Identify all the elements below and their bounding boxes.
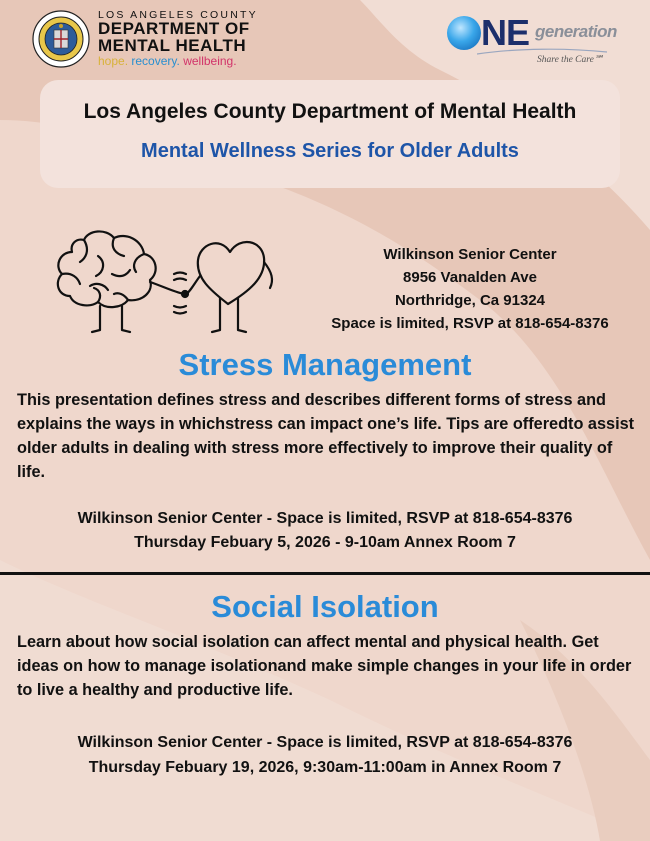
onegeneration-tagline: Share the Care℠	[537, 55, 604, 65]
title-panel	[40, 80, 620, 188]
section-divider	[0, 572, 650, 575]
organization-title: Los Angeles County Department of Mental Health	[83, 100, 577, 123]
dmh-department-label: DEPARTMENT OF	[98, 19, 250, 38]
dmh-mental-health-label: MENTAL HEALTH	[98, 36, 247, 55]
social-isolation-description: Learn about how social isolation can affect mental and physical health. Get ideas on how to manage isolationand make simple changes in your life in order to live a healthy and productive life.	[17, 633, 632, 699]
location-rsvp: Space is limited, RSVP at 818-654-8376	[331, 315, 609, 332]
dmh-logo	[32, 6, 272, 70]
location-address: 8956 Vanalden Ave	[403, 269, 537, 286]
location-city: Northridge, Ca 91324	[394, 292, 546, 309]
brain-heart-icon	[50, 222, 295, 340]
onegeneration-logo	[447, 14, 617, 68]
stress-date-line: Thursday Febuary 5, 2026 - 9-10am Annex Room 7	[134, 534, 516, 551]
tagline-recovery: recovery.	[131, 54, 180, 68]
stress-management-title: Stress Management	[178, 347, 472, 382]
dmh-tagline	[98, 54, 237, 68]
county-seal-icon	[32, 10, 90, 68]
tagline-hope: hope.	[98, 54, 129, 68]
social-isolation-title: Social Isolation	[211, 589, 439, 624]
location-name: Wilkinson Senior Center	[383, 246, 557, 263]
tagline-wellbeing: wellbeing.	[183, 54, 237, 68]
series-title: Mental Wellness Series for Older Adults	[141, 140, 519, 162]
isolation-date-line: Thursday Febuary 19, 2026, 9:30am-11:00am in Annex Room 7	[88, 759, 562, 776]
dmh-county-label: LOS ANGELES COUNTY	[98, 9, 258, 21]
onegeneration-one-text: NE	[481, 12, 530, 53]
onegeneration-generation-text: generation	[535, 22, 617, 41]
globe-icon	[447, 16, 481, 50]
stress-location-line: Wilkinson Senior Center - Space is limited, RSVP at 818-654-8376	[77, 510, 573, 527]
isolation-location-line: Wilkinson Senior Center - Space is limited, RSVP at 818-654-8376	[77, 734, 573, 751]
stress-management-description: This presentation defines stress and describes different forms of stress and explains the ways in whichstress can impact one’s life. Tips are offeredto assist older adults in dealing with stress more effectively to improve their quality of life.	[17, 391, 635, 481]
